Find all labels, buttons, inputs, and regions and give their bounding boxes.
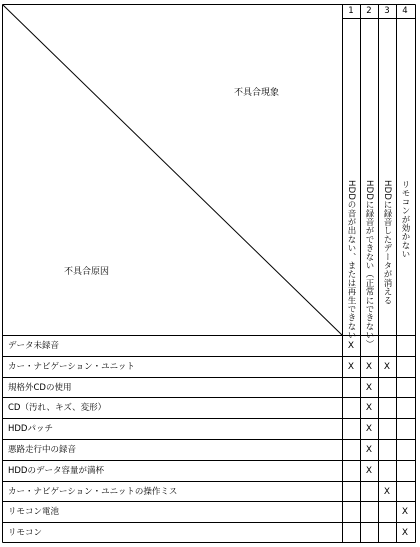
cause-label: リモコン <box>8 528 43 538</box>
cause-symptom-mark: X <box>365 383 373 393</box>
cause-symptom-mark: X <box>365 362 373 372</box>
cause-symptom-mark: X <box>347 362 355 372</box>
cause-symptom-mark: X <box>347 341 355 351</box>
cause-label: カー・ナビゲーション・ユニット <box>8 362 135 372</box>
symptom-label-2: HDDに録音ができない（正常にできない） <box>364 180 374 348</box>
cause-symptom-mark: X <box>383 487 391 497</box>
symptom-axis-label: 不具合現象 <box>234 88 280 98</box>
symptom-label-3: HDDに録音したデータが消える <box>382 180 392 305</box>
column-number-2: 2 <box>366 6 372 16</box>
column-number-3: 3 <box>384 6 390 16</box>
cause-label: 悪路走行中の録音 <box>8 445 77 455</box>
cause-label: HDDのデータ容量が満杯 <box>8 466 104 476</box>
column-number-4: 4 <box>402 6 408 16</box>
column-number-1: 1 <box>348 6 354 16</box>
cause-label: CD（汚れ、キズ、変形） <box>8 403 107 413</box>
cause-label: カー・ナビゲーション・ユニットの操作ミス <box>8 487 178 497</box>
symptom-label-1: HDDの音が出ない、または再生できない <box>346 180 356 340</box>
cause-axis-label: 不具合原因 <box>64 267 110 277</box>
cause-symptom-mark: X <box>401 528 409 538</box>
cause-label: HDDパッチ <box>8 424 53 434</box>
troubleshooting-matrix <box>2 4 416 543</box>
cause-symptom-mark: X <box>383 362 391 372</box>
cause-symptom-mark: X <box>365 403 373 413</box>
cause-label: 規格外CDの使用 <box>8 383 72 393</box>
cause-symptom-mark: X <box>365 424 373 434</box>
cause-symptom-mark: X <box>365 445 373 455</box>
cause-symptom-mark: X <box>401 507 409 517</box>
cause-symptom-mark: X <box>365 466 373 476</box>
symptom-label-4: リモコンが効かない <box>400 180 410 259</box>
cause-label: データ未録音 <box>8 341 60 351</box>
header-diagonal <box>3 5 343 336</box>
cause-label: リモコン電池 <box>8 507 60 517</box>
